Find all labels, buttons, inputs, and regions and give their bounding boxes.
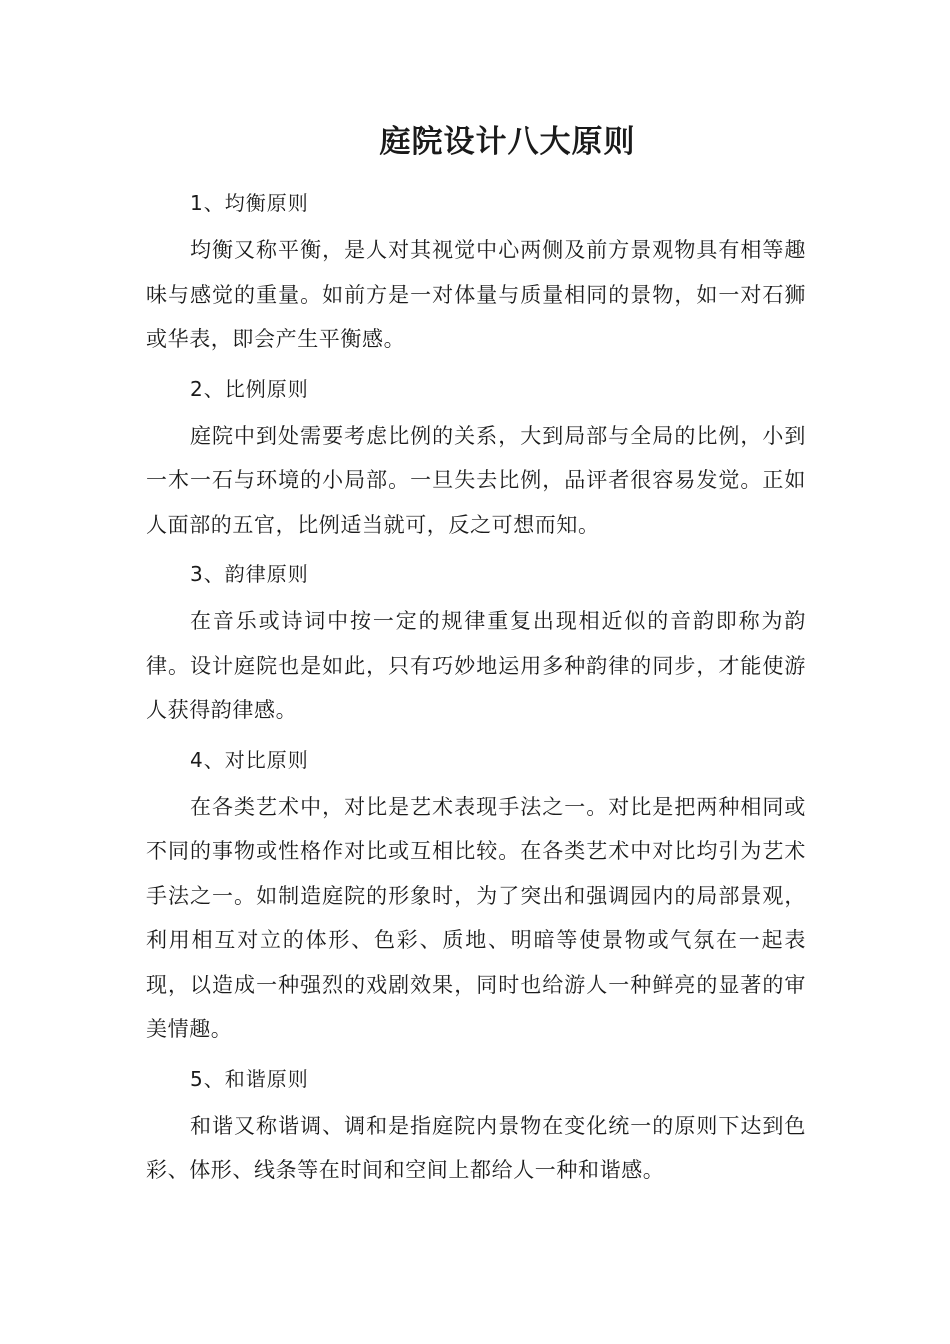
section-paragraph: 庭院中到处需要考虑比例的关系，大到局部与全局的比例，小到一木一石与环境的小局部。一旦失去比例，品评者很容易发觉。正如人面部的五官，比例适当就可，反之可想而知。 — [146, 423, 806, 537]
section-heading: 5、和谐原则 — [190, 1066, 309, 1091]
section-heading: 4、对比原则 — [190, 747, 309, 772]
section-paragraph: 在各类艺术中，对比是艺术表现手法之一。对比是把两种相同或不同的事物或性格作对比或互相比较。在各类艺术中对比均引为艺术手法之一。如制造庭院的形象时，为了突出和强调园内的局部景观，利用相互对立的体形、色彩、质地、明暗等使景物或气氛在一起表现，以造成一种强烈的戏剧效果，同时也给游人一种鲜亮的显著的审美情趣。 — [146, 794, 806, 1041]
section-heading: 1、均衡原则 — [190, 191, 309, 215]
document-title: 庭院设计八大原则 — [379, 124, 636, 160]
section-heading: 3、韵律原则 — [190, 562, 309, 586]
section-contrast — [146, 739, 806, 1058]
section-heading: 2、比例原则 — [190, 376, 309, 401]
document-body — [146, 182, 806, 1199]
section-paragraph: 在音乐或诗词中按一定的规律重复出现相近似的音韵即称为韵律。设计庭院也是如此，只有巧妙地运用多种韵律的同步，才能使游人获得韵律感。 — [146, 609, 806, 722]
section-paragraph: 和谐又称谐调、调和是指庭院内景物在变化统一的原则下达到色彩、体形、线条等在时间和空间上都给人一种和谐感。 — [146, 1113, 806, 1182]
section-proportion — [146, 368, 806, 554]
section-balance — [146, 182, 806, 368]
section-harmony — [146, 1058, 806, 1199]
section-paragraph: 均衡又称平衡，是人对其视觉中心两侧及前方景观物具有相等趣味与感觉的重量。如前方是一对体量与质量相同的景物，如一对石狮或华表，即会产生平衡感。 — [146, 238, 806, 351]
section-rhythm — [146, 553, 806, 739]
